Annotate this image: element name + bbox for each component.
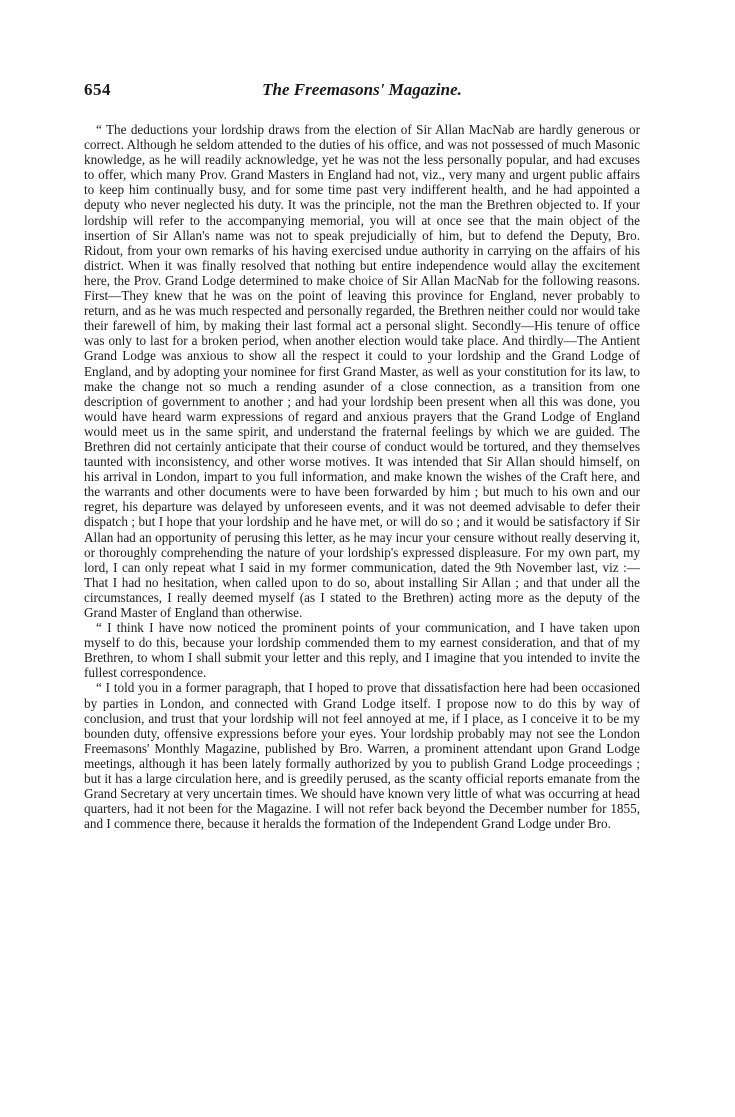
page-number: 654 xyxy=(84,80,111,99)
page-header xyxy=(84,80,640,104)
paragraph-3: “ I told you in a former paragraph, that I hoped to prove that dissatisfaction here had been occasioned by parties in London, and connected with Grand Lodge itself. I propose now to do this by way of conclusion, and trust that your lordship will not feel annoyed at me, if I place, as I conceive it to be my bounden duty, offensive expressions before your eyes. Your lordship probably may not see the London Freemasons' Monthly Magazine, published by Bro. Warren, a prominent attendant upon Grand Lodge meetings, although it has been lately formally authorized by you to publish Grand Lodge proceedings ; but it has a large circulation here, and is greedily perused, as the scanty official reports emanate from the Grand Secretary at very uncertain times. We should have known very little of what was occurring at head quarters, had it not been for the Magazine. I will not refer back beyond the December number for 1855, and I commence there, because it heralds the formation of the Independent Grand Lodge under Bro. xyxy=(84,680,640,832)
paragraph-1: “ The deductions your lordship draws from the election of Sir Allan MacNab are hardly generous or correct. Although he seldom attended to the duties of his office, and was not possessed of much Masonic knowledge, as he will readily acknowledge, yet he was not the less personally popular, and had excuses to offer, which many Prov. Grand Masters in England had not, viz., very many and urgent public affairs to keep him continually busy, and for some time past very indifferent health, and he had appointed a deputy who never neglected his duty. It was the principle, not the man the Brethren objected to. If your lordship will refer to the accompanying memorial, you will at once see that the main object of the insertion of Sir Allan's name was not to speak prejudicially of him, but to defend the Deputy, Bro. Ridout, from your own remarks of his having exercised undue authority in carrying on the affairs of his district. When it was finally resolved that nothing but entire independence would allay the excitement here, the Prov. Grand Lodge determined to make choice of Sir Allan MacNab for the following reasons. First—They knew that he was on the point of leaving this province for England, never probably to return, and as he was much respected and personally regarded, the Brethren neither could nor would take their farewell of him, by making their last formal act a personal slight. Secondly—His tenure of office was only to last for a broken period, when another election would take place. And thirdly—The Antient Grand Lodge was anxious to show all the respect it could to your lordship and the Grand Lodge of England, and by adopting your nominee for first Grand Master, as well as your constitution for its law, to make the change not so much a rending asunder of a close connection, as a transition from one description of government to another ; and had your lordship been present when all this was done, you would have heard warm expressions of regard and anxious prayers that the Grand Lodge of England would meet us in the same spirit, and understand the fraternal feelings by which we are guided. The Brethren did not certainly anticipate that their course of conduct would be tortured, and they themselves taunted with inconsistency, and other worse motives. It was intended that Sir Allan should himself, on his arrival in London, impart to you full information, and make known the wishes of the Craft here, and the warrants and other documents were to have been forwarded by him ; but much to his own and our regret, his departure was delayed by unforeseen events, and it was not deemed advisable to defer their dispatch ; but I hope that your lordship and he have met, or will do so ; and it would be satisfactory if Sir Allan had an opportunity of perusing this letter, as he may incur your censure without really deserving it, or thoroughly comprehending the nature of your lordship's expressed displeasure. For my own part, my lord, I can only repeat what I said in my former communication, dated the 9th November last, viz :—That I had no hesitation, when called upon to do so, about installing Sir Allan ; and that under all the circumstances, I really deemed myself (as I stated to the Brethren) acting more as the deputy of the Grand Master of England than otherwise. xyxy=(84,122,640,620)
article-body xyxy=(84,122,640,831)
paragraph-2: “ I think I have now noticed the prominent points of your communication, and I have taken upon myself to do this, because your lordship commended them to my earnest consideration, and that of my Brethren, to whom I shall submit your letter and this reply, and I imagine that you intended to invite the fullest correspondence. xyxy=(84,620,640,681)
running-title: The Freemasons' Magazine. xyxy=(262,80,462,99)
